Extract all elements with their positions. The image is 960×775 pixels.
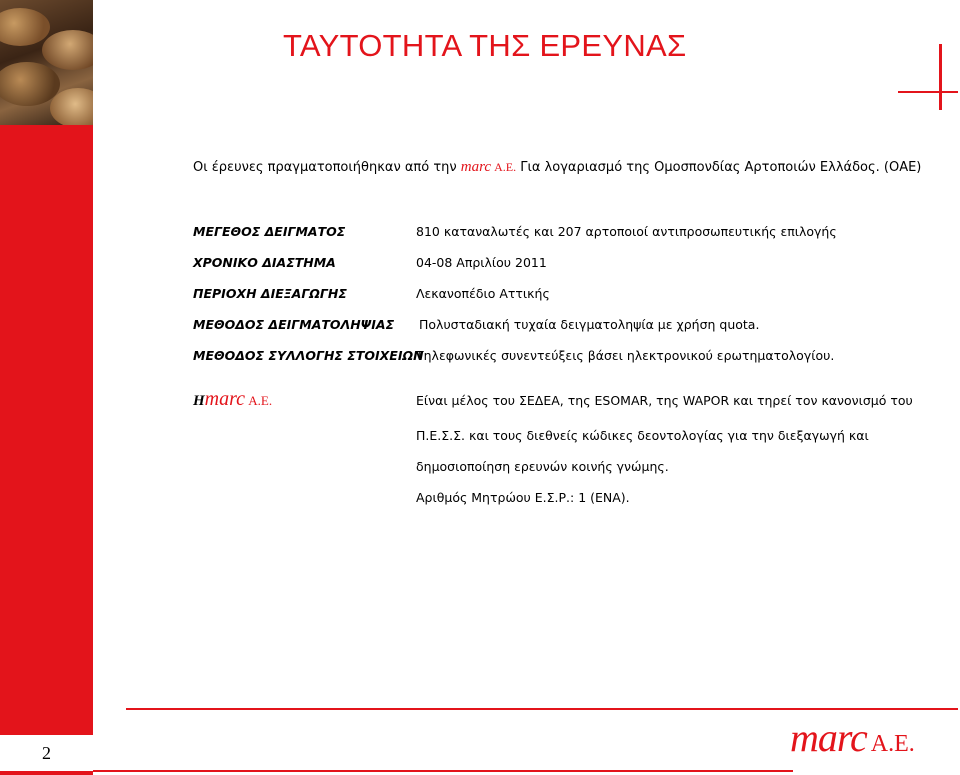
sampling-method-label: ΜΕΘΟΔΟΣ ΔΕΙΓΜΑΤΟΛΗΨΙΑΣ xyxy=(193,317,395,332)
footer-line-top xyxy=(126,708,958,710)
survey-area-label: ΠΕΡΙΟΧΗ ΔΙΕΞΑΓΩΓΗΣ xyxy=(193,286,347,301)
membership-label xyxy=(193,388,272,411)
intro-brand: marc xyxy=(460,159,492,175)
intro-brand-suffix: Α.Ε. xyxy=(491,160,517,174)
registry-number: Αριθμός Μητρώου Ε.Σ.Ρ.: 1 (ΕΝΑ). xyxy=(416,490,630,505)
marc-logo xyxy=(790,714,915,761)
membership-label-prefix: Η xyxy=(193,393,205,409)
membership-label-brand: marc xyxy=(204,388,246,410)
corner-cross-vertical xyxy=(939,44,942,110)
intro-line xyxy=(193,159,921,176)
page-number: 2 xyxy=(0,735,93,771)
time-period-label: ΧΡΟΝΙΚΟ ΔΙΑΣΤΗΜΑ xyxy=(193,255,336,270)
membership-line-3: δημοσιοποίηση ερευνών κοινής γνώμης. xyxy=(416,459,669,474)
bread-photo xyxy=(0,0,93,125)
footer-line-bottom xyxy=(93,770,793,772)
logo-brand: marc xyxy=(790,715,867,760)
membership-label-suffix: Α.Ε. xyxy=(245,393,273,408)
page-title: ΤΑΥΤΟΤΗΤΑ ΤΗΣ ΕΡΕΥΝΑΣ xyxy=(283,28,687,63)
survey-area-value: Λεκανοπέδιο Αττικής xyxy=(416,286,550,301)
time-period-value: 04-08 Απριλίου 2011 xyxy=(416,255,547,270)
intro-prefix: Οι έρευνες πραγματοποιήθηκαν από την xyxy=(193,160,461,175)
sampling-method-value: Πολυσταδιακή τυχαία δειγματοληψία με χρήση quota. xyxy=(419,317,760,332)
membership-line-2: Π.Ε.Σ.Σ. και τους διεθνείς κώδικες δεοντολογίας για την διεξαγωγή και xyxy=(416,428,869,443)
sample-size-label: ΜΕΓΕΘΟΣ ΔΕΙΓΜΑΤΟΣ xyxy=(193,224,346,239)
data-collection-label: ΜΕΘΟΔΟΣ ΣΥΛΛΟΓΗΣ ΣΤΟΙΧΕΙΩΝ xyxy=(193,348,424,363)
logo-suffix: Α.Ε. xyxy=(870,731,915,757)
intro-suffix: Για λογαριασμό της Ομοσπονδίας Αρτοποιών Ελλάδος. (ΟΑΕ) xyxy=(516,160,922,175)
corner-cross-horizontal xyxy=(898,91,958,93)
data-collection-value: Τηλεφωνικές συνεντεύξεις βάσει ηλεκτρονικού ερωτηματολογίου. xyxy=(416,348,835,363)
membership-line-1: Είναι μέλος του ΣΕΔΕΑ, της ESOMAR, της WAPOR και τηρεί τον κανονισμό του xyxy=(416,393,913,408)
sample-size-value: 810 καταναλωτές και 207 αρτοποιοί αντιπροσωπευτικής επιλογής xyxy=(416,224,837,239)
